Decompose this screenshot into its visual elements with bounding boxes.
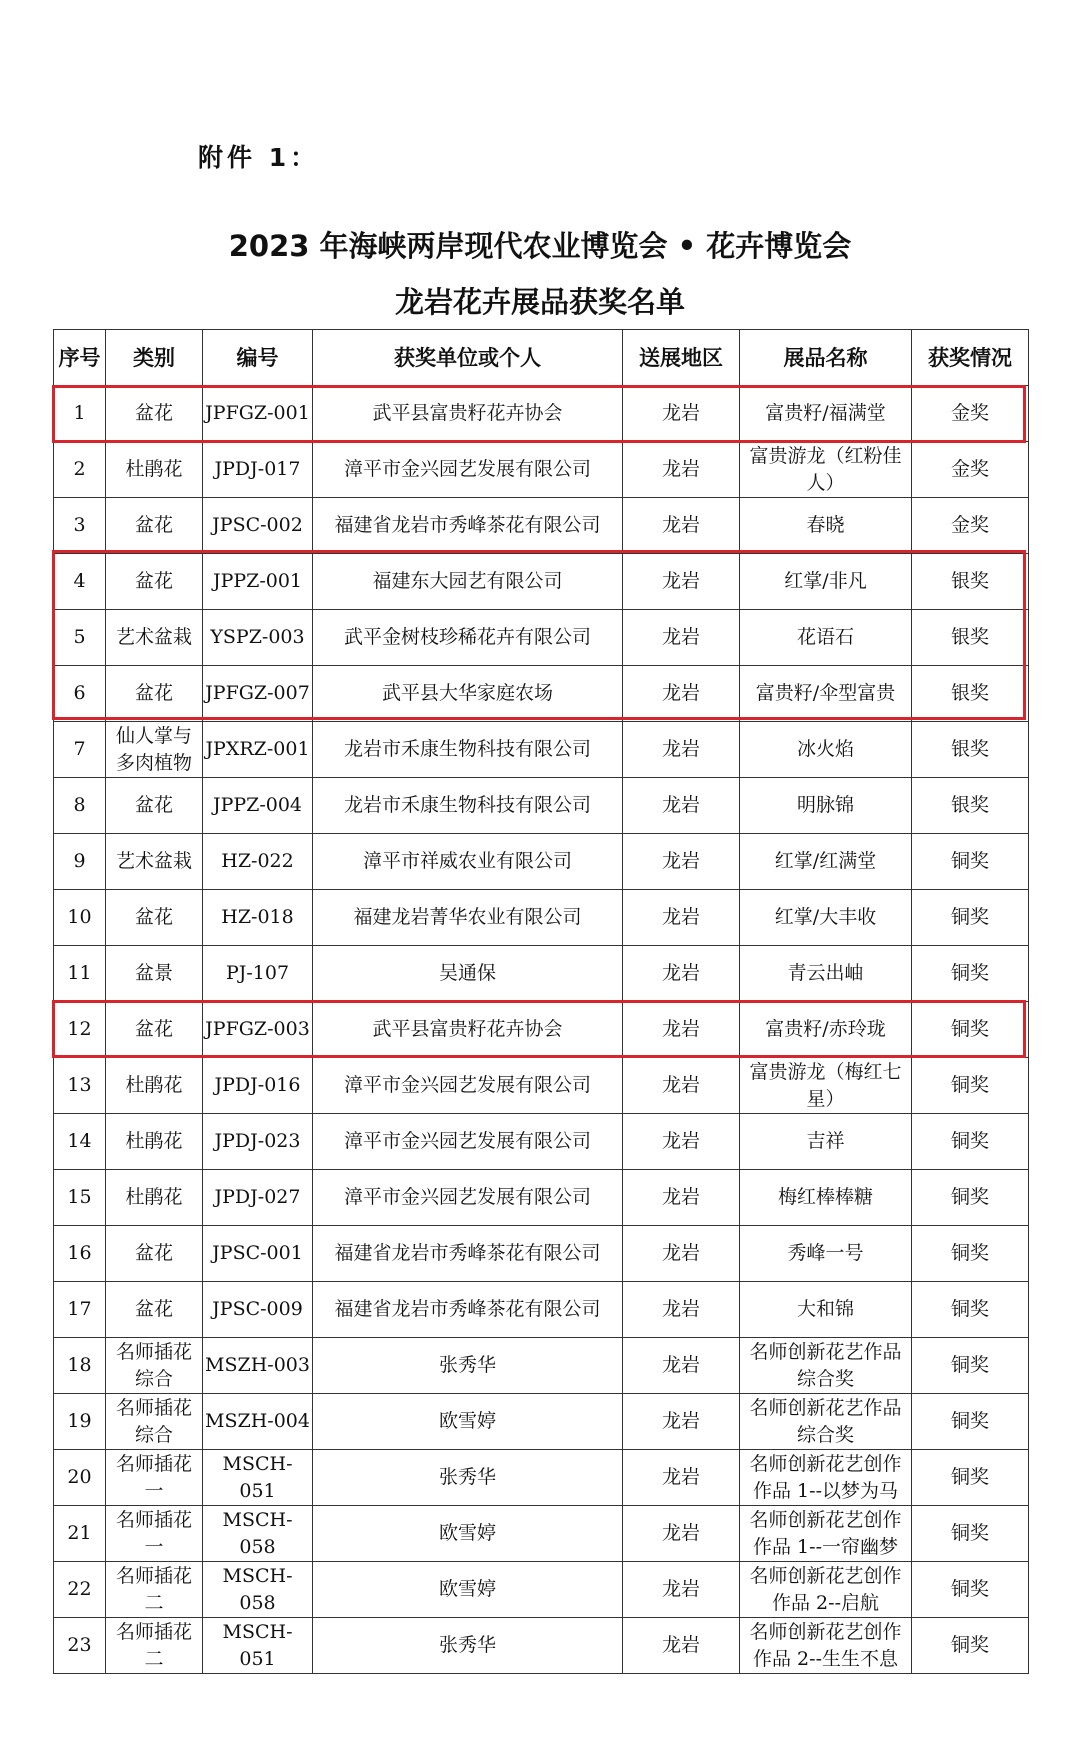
cell-region: 龙岩 bbox=[623, 1170, 740, 1226]
header-cell: 送展地区 bbox=[623, 330, 740, 386]
cell-award: 铜奖 bbox=[912, 1114, 1029, 1170]
table-row bbox=[54, 946, 1029, 1002]
table-row bbox=[54, 386, 1029, 442]
cell-index: 21 bbox=[54, 1506, 106, 1562]
cell-code: PJ-107 bbox=[203, 946, 313, 1002]
table-row bbox=[54, 778, 1029, 834]
cell-winner: 福建龙岩菁华农业有限公司 bbox=[313, 890, 623, 946]
cell-index: 20 bbox=[54, 1450, 106, 1506]
cell-award: 铜奖 bbox=[912, 1002, 1029, 1058]
cell-region: 龙岩 bbox=[623, 834, 740, 890]
cell-winner: 张秀华 bbox=[313, 1338, 623, 1394]
cell-region: 龙岩 bbox=[623, 1226, 740, 1282]
attachment-label: 附件 1： bbox=[198, 143, 320, 172]
table-row bbox=[54, 1114, 1029, 1170]
cell-award: 金奖 bbox=[912, 442, 1029, 498]
table-body bbox=[54, 386, 1029, 1674]
cell-winner: 欧雪婷 bbox=[313, 1562, 623, 1618]
cell-code: JPDJ-016 bbox=[203, 1058, 313, 1114]
cell-entry-name: 名师创新花艺创作作品 1--一帘幽梦 bbox=[740, 1506, 912, 1562]
cell-code: JPDJ-027 bbox=[203, 1170, 313, 1226]
cell-category: 杜鹃花 bbox=[106, 1114, 203, 1170]
cell-winner: 漳平市祥威农业有限公司 bbox=[313, 834, 623, 890]
table-row bbox=[54, 1058, 1029, 1114]
cell-category: 盆花 bbox=[106, 498, 203, 554]
cell-index: 7 bbox=[54, 722, 106, 778]
cell-code: JPPZ-001 bbox=[203, 554, 313, 610]
cell-winner: 武平金树枝珍稀花卉有限公司 bbox=[313, 610, 623, 666]
cell-winner: 漳平市金兴园艺发展有限公司 bbox=[313, 442, 623, 498]
cell-index: 2 bbox=[54, 442, 106, 498]
cell-category: 盆花 bbox=[106, 554, 203, 610]
cell-category: 盆花 bbox=[106, 1226, 203, 1282]
cell-region: 龙岩 bbox=[623, 498, 740, 554]
table-row bbox=[54, 1170, 1029, 1226]
table-row bbox=[54, 498, 1029, 554]
table-row bbox=[54, 1282, 1029, 1338]
cell-entry-name: 冰火焰 bbox=[740, 722, 912, 778]
cell-code: MSCH-051 bbox=[203, 1450, 313, 1506]
cell-entry-name: 名师创新花艺创作作品 1--以梦为马 bbox=[740, 1450, 912, 1506]
cell-region: 龙岩 bbox=[623, 1114, 740, 1170]
cell-category: 盆花 bbox=[106, 386, 203, 442]
cell-winner: 福建省龙岩市秀峰茶花有限公司 bbox=[313, 1226, 623, 1282]
cell-category: 盆景 bbox=[106, 946, 203, 1002]
cell-code: HZ-022 bbox=[203, 834, 313, 890]
cell-category: 艺术盆栽 bbox=[106, 610, 203, 666]
document-subtitle: 龙岩花卉展品获奖名单 bbox=[394, 285, 685, 319]
cell-winner: 张秀华 bbox=[313, 1618, 623, 1674]
awards-table bbox=[53, 329, 1029, 1674]
table-row bbox=[54, 1338, 1029, 1394]
cell-entry-name: 青云出岫 bbox=[740, 946, 912, 1002]
cell-code: MSCH-058 bbox=[203, 1506, 313, 1562]
cell-region: 龙岩 bbox=[623, 666, 740, 722]
cell-award: 银奖 bbox=[912, 610, 1029, 666]
table-row bbox=[54, 1618, 1029, 1674]
cell-winner: 欧雪婷 bbox=[313, 1506, 623, 1562]
cell-category: 杜鹃花 bbox=[106, 1058, 203, 1114]
cell-award: 银奖 bbox=[912, 666, 1029, 722]
cell-entry-name: 富贵籽/赤玲珑 bbox=[740, 1002, 912, 1058]
cell-entry-name: 大和锦 bbox=[740, 1282, 912, 1338]
cell-region: 龙岩 bbox=[623, 1394, 740, 1450]
table-row bbox=[54, 890, 1029, 946]
cell-index: 5 bbox=[54, 610, 106, 666]
cell-code: JPSC-009 bbox=[203, 1282, 313, 1338]
cell-winner: 漳平市金兴园艺发展有限公司 bbox=[313, 1170, 623, 1226]
header-cell: 获奖单位或个人 bbox=[313, 330, 623, 386]
cell-region: 龙岩 bbox=[623, 442, 740, 498]
table-row bbox=[54, 1394, 1029, 1450]
cell-category: 名师插花一 bbox=[106, 1506, 203, 1562]
header-cell: 获奖情况 bbox=[912, 330, 1029, 386]
cell-code: JPSC-001 bbox=[203, 1226, 313, 1282]
cell-code: JPDJ-017 bbox=[203, 442, 313, 498]
cell-entry-name: 花语石 bbox=[740, 610, 912, 666]
table-header-row bbox=[54, 330, 1029, 386]
cell-index: 12 bbox=[54, 1002, 106, 1058]
cell-award: 铜奖 bbox=[912, 1618, 1029, 1674]
cell-winner: 福建东大园艺有限公司 bbox=[313, 554, 623, 610]
cell-winner: 龙岩市禾康生物科技有限公司 bbox=[313, 722, 623, 778]
cell-entry-name: 明脉锦 bbox=[740, 778, 912, 834]
cell-entry-name: 吉祥 bbox=[740, 1114, 912, 1170]
cell-category: 名师插花综合 bbox=[106, 1394, 203, 1450]
table-row bbox=[54, 1506, 1029, 1562]
cell-category: 杜鹃花 bbox=[106, 442, 203, 498]
cell-winner: 福建省龙岩市秀峰茶花有限公司 bbox=[313, 498, 623, 554]
table-row bbox=[54, 722, 1029, 778]
cell-region: 龙岩 bbox=[623, 386, 740, 442]
cell-entry-name: 富贵籽/福满堂 bbox=[740, 386, 912, 442]
cell-code: JPSC-002 bbox=[203, 498, 313, 554]
cell-award: 铜奖 bbox=[912, 1450, 1029, 1506]
cell-entry-name: 富贵游龙（梅红七星） bbox=[740, 1058, 912, 1114]
cell-award: 铜奖 bbox=[912, 1058, 1029, 1114]
cell-category: 盆花 bbox=[106, 778, 203, 834]
cell-entry-name: 名师创新花艺创作作品 2--生生不息 bbox=[740, 1618, 912, 1674]
cell-winner: 漳平市金兴园艺发展有限公司 bbox=[313, 1114, 623, 1170]
header-cell: 类别 bbox=[106, 330, 203, 386]
cell-winner: 欧雪婷 bbox=[313, 1394, 623, 1450]
cell-index: 18 bbox=[54, 1338, 106, 1394]
cell-code: JPPZ-004 bbox=[203, 778, 313, 834]
cell-entry-name: 名师创新花艺创作作品 2--启航 bbox=[740, 1562, 912, 1618]
cell-index: 1 bbox=[54, 386, 106, 442]
cell-entry-name: 富贵籽/伞型富贵 bbox=[740, 666, 912, 722]
cell-region: 龙岩 bbox=[623, 778, 740, 834]
cell-winner: 武平县大华家庭农场 bbox=[313, 666, 623, 722]
cell-index: 9 bbox=[54, 834, 106, 890]
cell-code: JPXRZ-001 bbox=[203, 722, 313, 778]
cell-entry-name: 春晓 bbox=[740, 498, 912, 554]
cell-region: 龙岩 bbox=[623, 1562, 740, 1618]
cell-award: 铜奖 bbox=[912, 1562, 1029, 1618]
cell-winner: 武平县富贵籽花卉协会 bbox=[313, 1002, 623, 1058]
header-cell: 展品名称 bbox=[740, 330, 912, 386]
cell-award: 金奖 bbox=[912, 498, 1029, 554]
cell-category: 艺术盆栽 bbox=[106, 834, 203, 890]
cell-award: 银奖 bbox=[912, 722, 1029, 778]
cell-entry-name: 名师创新花艺作品综合奖 bbox=[740, 1338, 912, 1394]
cell-category: 杜鹃花 bbox=[106, 1170, 203, 1226]
cell-index: 13 bbox=[54, 1058, 106, 1114]
cell-region: 龙岩 bbox=[623, 1618, 740, 1674]
table-row bbox=[54, 610, 1029, 666]
cell-entry-name: 富贵游龙（红粉佳人） bbox=[740, 442, 912, 498]
cell-category: 名师插花一 bbox=[106, 1450, 203, 1506]
cell-award: 铜奖 bbox=[912, 1226, 1029, 1282]
cell-category: 仙人掌与多肉植物 bbox=[106, 722, 203, 778]
cell-award: 铜奖 bbox=[912, 1338, 1029, 1394]
cell-index: 6 bbox=[54, 666, 106, 722]
cell-code: MSZH-004 bbox=[203, 1394, 313, 1450]
cell-index: 3 bbox=[54, 498, 106, 554]
cell-category: 名师插花二 bbox=[106, 1618, 203, 1674]
cell-region: 龙岩 bbox=[623, 1058, 740, 1114]
cell-award: 铜奖 bbox=[912, 834, 1029, 890]
cell-code: YSPZ-003 bbox=[203, 610, 313, 666]
cell-index: 11 bbox=[54, 946, 106, 1002]
cell-region: 龙岩 bbox=[623, 890, 740, 946]
table-row bbox=[54, 666, 1029, 722]
header-cell: 序号 bbox=[54, 330, 106, 386]
cell-entry-name: 红掌/大丰收 bbox=[740, 890, 912, 946]
cell-index: 4 bbox=[54, 554, 106, 610]
table-row bbox=[54, 554, 1029, 610]
cell-winner: 漳平市金兴园艺发展有限公司 bbox=[313, 1058, 623, 1114]
table-row bbox=[54, 442, 1029, 498]
cell-code: JPFGZ-003 bbox=[203, 1002, 313, 1058]
document-title: 2023 年海峡两岸现代农业博览会 • 花卉博览会 bbox=[228, 229, 852, 263]
table-row bbox=[54, 1450, 1029, 1506]
cell-winner: 吴通保 bbox=[313, 946, 623, 1002]
table-row bbox=[54, 1226, 1029, 1282]
cell-award: 铜奖 bbox=[912, 1506, 1029, 1562]
cell-winner: 张秀华 bbox=[313, 1450, 623, 1506]
cell-region: 龙岩 bbox=[623, 554, 740, 610]
cell-winner: 龙岩市禾康生物科技有限公司 bbox=[313, 778, 623, 834]
cell-code: MSCH-058 bbox=[203, 1562, 313, 1618]
cell-index: 23 bbox=[54, 1618, 106, 1674]
cell-index: 15 bbox=[54, 1170, 106, 1226]
cell-code: JPFGZ-007 bbox=[203, 666, 313, 722]
cell-index: 8 bbox=[54, 778, 106, 834]
cell-award: 铜奖 bbox=[912, 1282, 1029, 1338]
cell-region: 龙岩 bbox=[623, 1506, 740, 1562]
cell-region: 龙岩 bbox=[623, 1282, 740, 1338]
cell-winner: 武平县富贵籽花卉协会 bbox=[313, 386, 623, 442]
cell-code: JPDJ-023 bbox=[203, 1114, 313, 1170]
cell-award: 银奖 bbox=[912, 554, 1029, 610]
table-row bbox=[54, 834, 1029, 890]
cell-award: 铜奖 bbox=[912, 890, 1029, 946]
cell-category: 盆花 bbox=[106, 1002, 203, 1058]
cell-region: 龙岩 bbox=[623, 1338, 740, 1394]
cell-region: 龙岩 bbox=[623, 1002, 740, 1058]
cell-award: 铜奖 bbox=[912, 946, 1029, 1002]
cell-index: 17 bbox=[54, 1282, 106, 1338]
cell-entry-name: 红掌/红满堂 bbox=[740, 834, 912, 890]
cell-region: 龙岩 bbox=[623, 1450, 740, 1506]
cell-code: HZ-018 bbox=[203, 890, 313, 946]
table-row bbox=[54, 1562, 1029, 1618]
cell-winner: 福建省龙岩市秀峰茶花有限公司 bbox=[313, 1282, 623, 1338]
cell-award: 铜奖 bbox=[912, 1394, 1029, 1450]
cell-category: 名师插花综合 bbox=[106, 1338, 203, 1394]
cell-code: MSCH-051 bbox=[203, 1618, 313, 1674]
cell-region: 龙岩 bbox=[623, 946, 740, 1002]
cell-index: 22 bbox=[54, 1562, 106, 1618]
cell-entry-name: 红掌/非凡 bbox=[740, 554, 912, 610]
cell-award: 金奖 bbox=[912, 386, 1029, 442]
cell-code: JPFGZ-001 bbox=[203, 386, 313, 442]
cell-entry-name: 名师创新花艺作品综合奖 bbox=[740, 1394, 912, 1450]
header-cell: 编号 bbox=[203, 330, 313, 386]
cell-award: 银奖 bbox=[912, 778, 1029, 834]
cell-index: 19 bbox=[54, 1394, 106, 1450]
cell-index: 14 bbox=[54, 1114, 106, 1170]
cell-category: 名师插花二 bbox=[106, 1562, 203, 1618]
cell-region: 龙岩 bbox=[623, 722, 740, 778]
cell-category: 盆花 bbox=[106, 666, 203, 722]
cell-category: 盆花 bbox=[106, 890, 203, 946]
cell-index: 16 bbox=[54, 1226, 106, 1282]
table-row bbox=[54, 1002, 1029, 1058]
cell-category: 盆花 bbox=[106, 1282, 203, 1338]
cell-entry-name: 梅红棒棒糖 bbox=[740, 1170, 912, 1226]
cell-region: 龙岩 bbox=[623, 610, 740, 666]
cell-code: MSZH-003 bbox=[203, 1338, 313, 1394]
cell-index: 10 bbox=[54, 890, 106, 946]
cell-award: 铜奖 bbox=[912, 1170, 1029, 1226]
cell-entry-name: 秀峰一号 bbox=[740, 1226, 912, 1282]
